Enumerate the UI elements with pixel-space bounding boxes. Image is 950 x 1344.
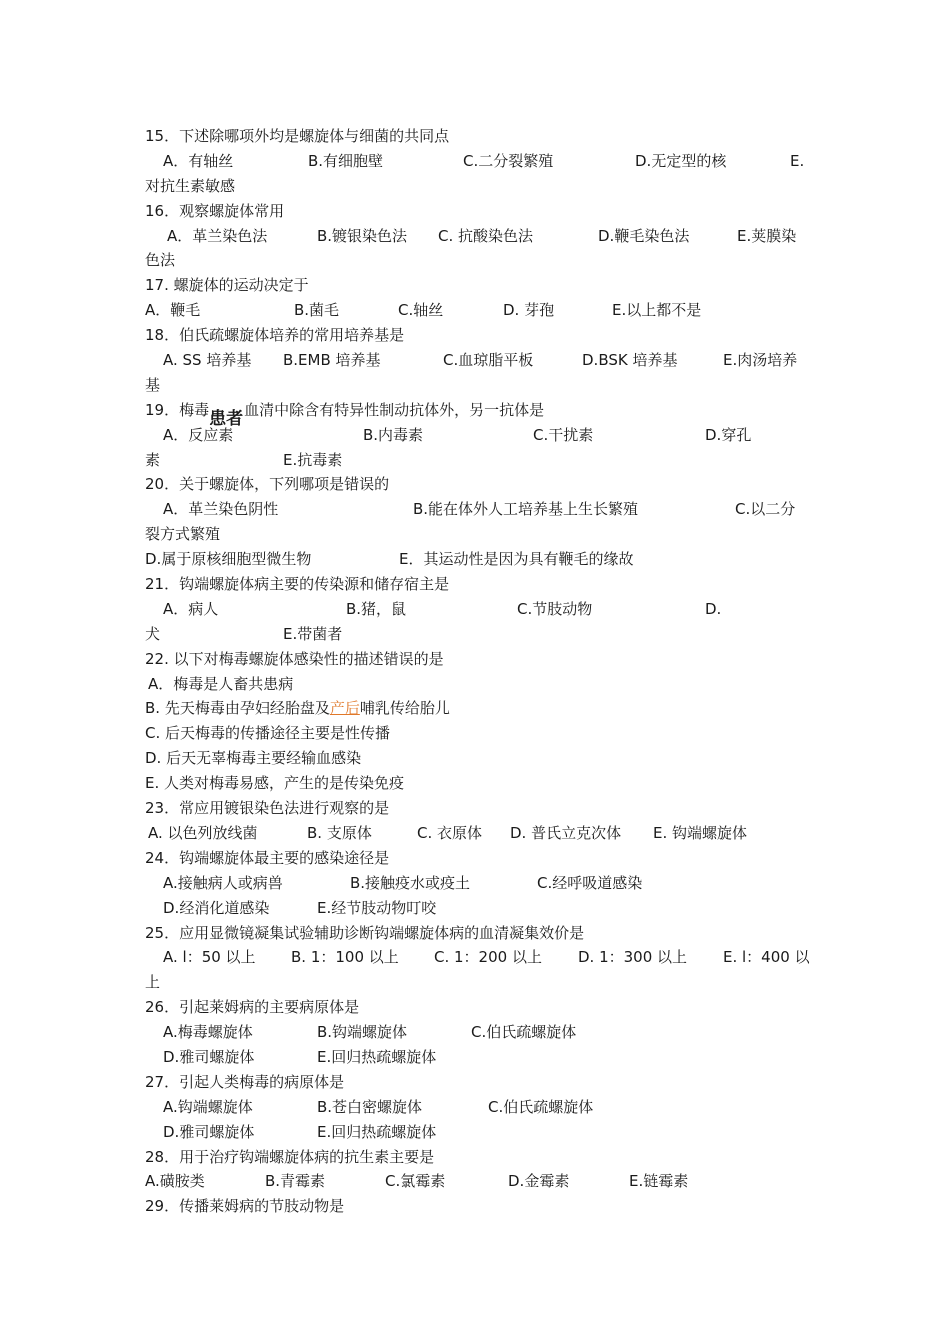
option-e: E.经节肢动物叮咬 bbox=[317, 898, 437, 917]
question-16-options-wrap: 色法 bbox=[145, 251, 176, 270]
question-21-stem: 21．钩端螺旋体病主要的传染源和储存宿主是 bbox=[145, 575, 450, 594]
option-c: C. 1：200 以上 bbox=[434, 948, 542, 967]
question-27-stem: 27．引起人类梅毒的病原体是 bbox=[145, 1072, 345, 1091]
option-a: A．革兰染色阴性 bbox=[163, 500, 279, 519]
option-e: E．其运动性是因为具有鞭毛的缘故 bbox=[399, 550, 634, 569]
question-17-stem: 17. 螺旋体的运动决定于 bbox=[145, 276, 309, 295]
option-d: D.无定型的核 bbox=[635, 151, 727, 170]
option-a: A．病人 bbox=[163, 599, 219, 618]
option-d: D. bbox=[705, 599, 722, 618]
option-b: B.苍白密螺旋体 bbox=[317, 1097, 423, 1116]
question-22-option-d: D. 后天无辜梅毒主要经输血感染 bbox=[145, 749, 362, 768]
option-e: E.链霉素 bbox=[629, 1172, 689, 1191]
question-22-option-a: A．梅毒是人畜共患病 bbox=[148, 674, 294, 693]
question-24-options bbox=[145, 871, 810, 896]
question-26-options-2 bbox=[145, 1045, 810, 1070]
question-28-stem: 28．用于治疗钩端螺旋体病的抗生素主要是 bbox=[145, 1147, 435, 1166]
question-17-options bbox=[145, 298, 810, 323]
option-c: C.血琼脂平板 bbox=[443, 351, 534, 370]
option-c: C.二分裂繁殖 bbox=[463, 151, 554, 170]
option-d: D.金霉素 bbox=[508, 1172, 570, 1191]
question-25-options bbox=[145, 945, 810, 970]
question-27-options bbox=[145, 1095, 810, 1120]
option-e: E.回归热疏螺旋体 bbox=[317, 1122, 437, 1141]
option-c: C. 衣原体 bbox=[417, 823, 483, 842]
option-c: C.伯氏疏螺旋体 bbox=[488, 1097, 594, 1116]
option-e: E.回归热疏螺旋体 bbox=[317, 1047, 437, 1066]
question-19-options-wrap bbox=[145, 448, 810, 473]
question-15-stem: 15．下述除哪项外均是螺旋体与细菌的共同点 bbox=[145, 127, 450, 145]
question-20-stem: 20．关于螺旋体，下列哪项是错误的 bbox=[145, 475, 390, 494]
question-18-options bbox=[145, 348, 810, 373]
option-b: B.接触疫水或疫土 bbox=[350, 873, 471, 892]
question-19-stem: 19．梅毒 患者 血清中除含有特异性制动抗体外，另一抗体是 bbox=[145, 400, 545, 429]
question-22-stem: 22. 以下对梅毒螺旋体感染性的描述错误的是 bbox=[145, 649, 444, 668]
question-18-options-wrap: 基 bbox=[145, 375, 161, 394]
option-c: C.氯霉素 bbox=[385, 1172, 446, 1191]
question-27-options-2 bbox=[145, 1120, 810, 1145]
option-a: A.接触病人或病兽 bbox=[163, 873, 283, 892]
handwritten-annotation: 患者 bbox=[209, 408, 244, 429]
option-d: D.穿孔 bbox=[705, 425, 752, 444]
option-b: B.青霉素 bbox=[265, 1172, 326, 1191]
option-a: A．反应素 bbox=[163, 425, 234, 444]
option-d: D.BSK 培养基 bbox=[582, 351, 678, 370]
option-c: C.轴丝 bbox=[398, 301, 444, 320]
option-c: C.干扰素 bbox=[533, 425, 594, 444]
option-a: A．鞭毛 bbox=[145, 301, 201, 320]
option-c: C.以二分 bbox=[735, 500, 796, 519]
option-e: E.荚膜染 bbox=[737, 226, 797, 245]
option-b: B.有细胞壁 bbox=[308, 151, 384, 170]
option-b: B. 1：100 以上 bbox=[291, 948, 399, 967]
question-23-options bbox=[145, 821, 810, 846]
option-a: A. SS 培养基 bbox=[163, 351, 252, 370]
question-21-options bbox=[145, 597, 810, 622]
question-22-option-b: B. 先天梅毒由孕妇经胎盘及产后哺乳传给胎儿 bbox=[145, 699, 450, 718]
option-b: B.镀银染色法 bbox=[317, 226, 408, 245]
question-20-options bbox=[145, 497, 810, 522]
option-e: E. 钩端螺旋体 bbox=[653, 823, 748, 842]
question-18-stem: 18．伯氏疏螺旋体培养的常用培养基是 bbox=[145, 326, 405, 345]
option-b: B.能在体外人工培养基上生长繁殖 bbox=[413, 500, 639, 519]
question-25-options-wrap: 上 bbox=[145, 973, 161, 992]
question-26-options bbox=[145, 1020, 810, 1045]
option-a: A.梅毒螺旋体 bbox=[163, 1023, 253, 1042]
option-a: A.钩端螺旋体 bbox=[163, 1097, 253, 1116]
question-15-options bbox=[145, 149, 810, 174]
option-e: E. bbox=[790, 151, 805, 170]
option-d: D.经消化道感染 bbox=[163, 898, 270, 917]
question-28-options bbox=[145, 1169, 810, 1194]
question-23-stem: 23．常应用镀银染色法进行观察的是 bbox=[145, 799, 390, 818]
question-25-stem: 25．应用显微镜凝集试验辅助诊断钩端螺旋体病的血清凝集效价是 bbox=[145, 923, 585, 942]
postpartum-link[interactable]: 产后 bbox=[329, 699, 360, 718]
option-a: A．革兰染色法 bbox=[167, 226, 268, 245]
question-16-stem: 16．观察螺旋体常用 bbox=[145, 201, 285, 220]
option-b: B.猪，鼠 bbox=[346, 599, 407, 618]
question-22-option-c: C. 后天梅毒的传播途径主要是性传播 bbox=[145, 724, 391, 743]
option-e: E.抗毒素 bbox=[283, 450, 343, 469]
option-c: C. 抗酸染色法 bbox=[438, 226, 534, 245]
option-b: B.EMB 培养基 bbox=[283, 351, 381, 370]
question-21-options-wrap bbox=[145, 622, 810, 647]
option-c: C.伯氏疏螺旋体 bbox=[471, 1023, 577, 1042]
question-24-stem: 24．钩端螺旋体最主要的感染途径是 bbox=[145, 848, 390, 867]
option-c: C.节肢动物 bbox=[517, 599, 593, 618]
option-a: A.磺胺类 bbox=[145, 1172, 205, 1191]
question-16-options bbox=[145, 224, 810, 249]
option-d: D.属于原核细胞型微生物 bbox=[145, 550, 312, 569]
option-d-wrap: 素 bbox=[145, 450, 161, 469]
question-22-option-e: E. 人类对梅毒易感，产生的是传染免疫 bbox=[145, 774, 405, 793]
option-e: E. l：400 以 bbox=[723, 948, 810, 967]
option-d: D. 1：300 以上 bbox=[578, 948, 688, 967]
option-e: E.以上都不是 bbox=[612, 301, 702, 320]
option-c: C.经呼吸道感染 bbox=[537, 873, 643, 892]
option-d: D. 普氏立克次体 bbox=[510, 823, 622, 842]
question-29-stem: 29．传播莱姆病的节肢动物是 bbox=[145, 1197, 345, 1216]
option-b: B.菌毛 bbox=[294, 301, 340, 320]
question-15-options-wrap: 对抗生素敏感 bbox=[145, 176, 236, 195]
option-d-wrap: 犬 bbox=[145, 624, 161, 643]
option-a: A．有轴丝 bbox=[163, 151, 234, 170]
document-page bbox=[145, 124, 810, 1219]
question-20-options-wrap: 裂方式繁殖 bbox=[145, 525, 221, 544]
question-20-options-2 bbox=[145, 547, 810, 572]
option-d: D.鞭毛染色法 bbox=[598, 226, 690, 245]
question-19-options bbox=[145, 423, 810, 448]
option-b: B. 支原体 bbox=[307, 823, 372, 842]
option-b: B.内毒素 bbox=[363, 425, 424, 444]
question-24-options-2 bbox=[145, 896, 810, 921]
question-26-stem: 26．引起莱姆病的主要病原体是 bbox=[145, 998, 360, 1017]
option-d: D.雅司螺旋体 bbox=[163, 1122, 255, 1141]
option-d: D. 芽孢 bbox=[503, 301, 555, 320]
option-b: B.钩端螺旋体 bbox=[317, 1023, 408, 1042]
option-e: E.带菌者 bbox=[283, 624, 343, 643]
option-e: E.肉汤培养 bbox=[723, 351, 798, 370]
option-a: A. 以色列放线菌 bbox=[148, 823, 258, 842]
option-d: D.雅司螺旋体 bbox=[163, 1047, 255, 1066]
option-a: A. l：50 以上 bbox=[163, 948, 256, 967]
